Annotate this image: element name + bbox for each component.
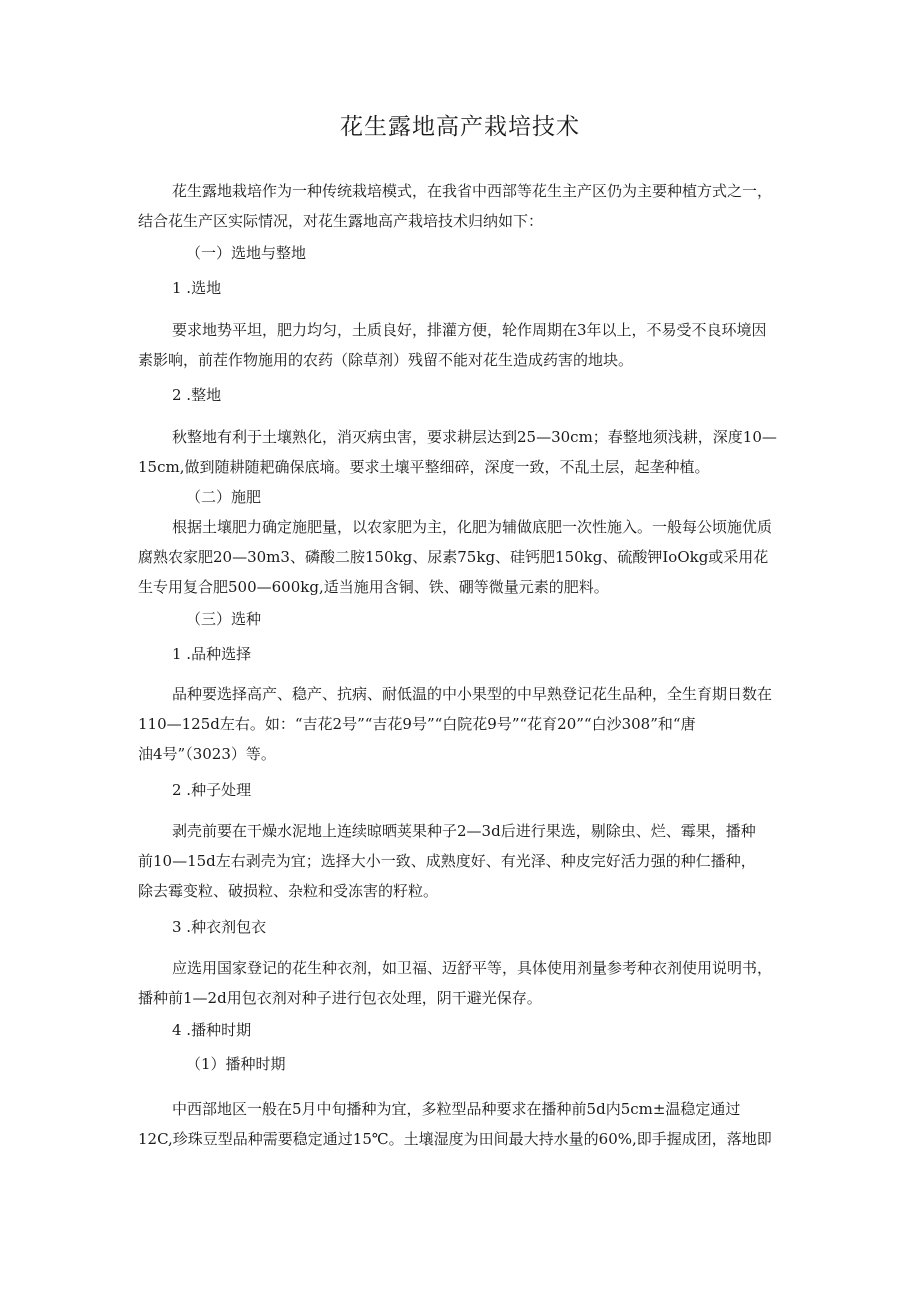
site-selection-paragraph <box>138 315 790 375</box>
section-heading-2: （二）施肥 <box>186 488 262 506</box>
paragraph-line: 腐熟农家肥20—30m3、磷酸二胺150kg、尿素75kg、硅钙肥150kg、硫酸钾IoOkg或采用花 <box>138 548 769 566</box>
paragraph-line: 应选用国家登记的花生种衣剂，如卫福、迈舒平等，具体使用剂量参考种衣剂使用说明书， <box>172 959 773 977</box>
paragraph-line: 除去霉变粒、破损粒、杂粒和受冻害的籽粒。 <box>138 882 439 900</box>
paragraph-line: 花生露地栽培作为一种传统栽培模式，在我省中西部等花生主产区仍为主要种植方式之一， <box>172 182 773 200</box>
sub-heading-sowing-time: （1）播种时期 <box>186 1055 286 1073</box>
seed-treatment-paragraph <box>138 816 790 906</box>
seed-coating-paragraph <box>138 953 790 1013</box>
item-heading-seed-treatment: 2 .种子处理 <box>172 781 252 799</box>
section-heading-3: （三）选种 <box>186 610 262 628</box>
paragraph-line: 剥壳前要在干燥水泥地上连续晾晒荚果种子2—3d后进行果选，剔除虫、烂、霉果，播种 <box>172 822 756 840</box>
fertilization-paragraph <box>138 512 790 602</box>
paragraph-line: 生专用复合肥500—600kg,适当施用含铜、铁、硼等微量元素的肥料。 <box>138 578 609 596</box>
paragraph-line: 品种要选择高产、稳产、抗病、耐低温的中小果型的中早熟登记花生品种，全生育期日数在 <box>172 685 773 703</box>
item-heading-sowing-time: 4 .播种时期 <box>172 1021 252 1039</box>
paragraph-line: 中西部地区一般在5月中旬播种为宜，多粒型品种要求在播种前5d内5cm±温稳定通过 <box>172 1100 741 1118</box>
paragraph-line: 前10—15d左右剥壳为宜；选择大小一致、成熟度好、有光泽、种皮完好活力强的种仁播种， <box>138 852 756 870</box>
paragraph-line: 15cm,做到随耕随耙确保底墒。要求土壤平整细碎，深度一致，不乱土层，起垄种植。 <box>138 458 710 476</box>
item-heading-variety-selection: 1 .品种选择 <box>172 645 252 663</box>
paragraph-line: 素影响，前茬作物施用的农药（除草剂）残留不能对花生造成药害的地块。 <box>138 351 634 369</box>
paragraph-line: 110—125d左右。如：“吉花2号”“吉花9号”“白院花9号”“花育20”“白沙308”和“唐 <box>138 715 696 733</box>
paragraph-line: 结合花生产区实际情况，对花生露地高产栽培技术归纳如下： <box>138 212 544 230</box>
intro-paragraph <box>138 176 790 236</box>
paragraph-line: 秋整地有利于土壤熟化，消灭病虫害，要求耕层达到25—30cm；春整地须浅耕，深度10— <box>172 428 777 446</box>
paragraph-line: 油4号”（3023）等。 <box>138 745 276 763</box>
paragraph-line: 12C,珍珠豆型品种需要稳定通过15℃。土壤湿度为田间最大持水量的60%,即手握成团，落地即 <box>138 1130 772 1148</box>
paragraph-line: 要求地势平坦，肥力均匀，土质良好，排灌方便，轮作周期在3年以上，不易受不良环境因 <box>172 321 767 339</box>
sowing-time-paragraph <box>138 1094 790 1154</box>
land-preparation-paragraph <box>138 422 790 482</box>
paragraph-line: 根据土壤肥力确定施肥量，以农家肥为主，化肥为辅做底肥一次性施入。一般每公顷施优质 <box>172 518 773 536</box>
paragraph-line: 播种前1—2d用包衣剂对种子进行包衣处理，阴干避光保存。 <box>138 989 542 1007</box>
item-heading-site-selection: 1 .选地 <box>172 279 222 297</box>
section-heading-1: （一）选地与整地 <box>186 244 307 262</box>
item-heading-land-preparation: 2 .整地 <box>172 386 222 404</box>
item-heading-seed-coating: 3 .种衣剂包衣 <box>172 918 267 936</box>
variety-selection-paragraph <box>138 679 790 769</box>
document-title: 花生露地高产栽培技术 <box>340 114 580 140</box>
